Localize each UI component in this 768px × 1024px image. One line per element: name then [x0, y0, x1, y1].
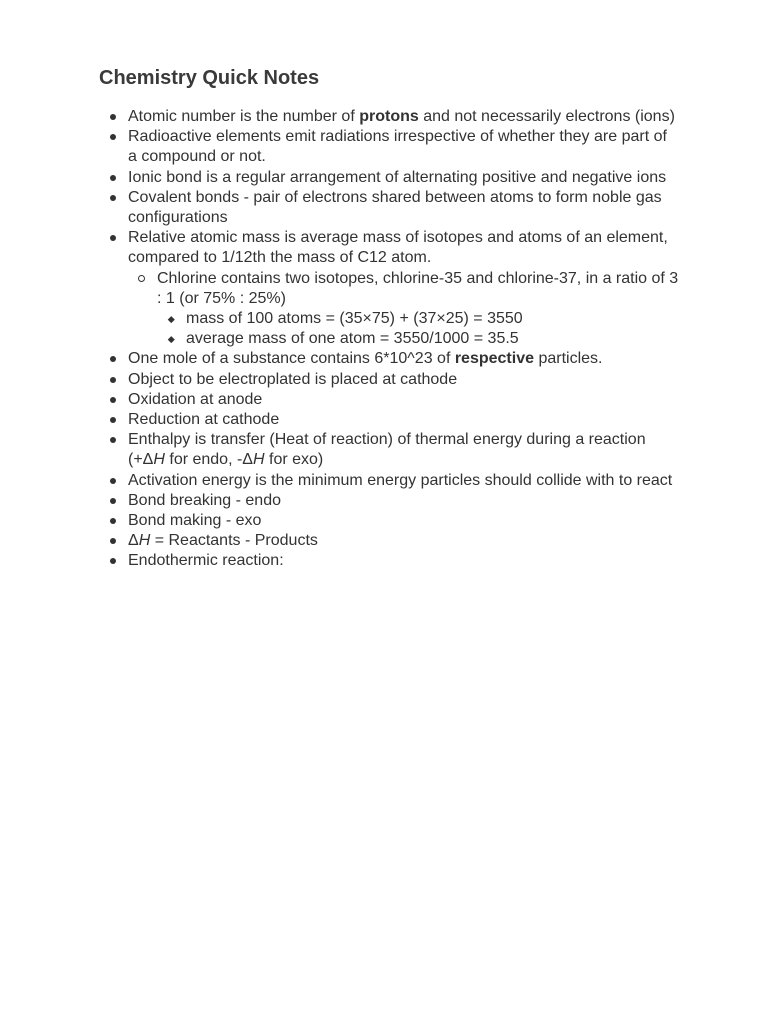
list-item: Activation energy is the minimum energy particles should collide with to react	[99, 471, 679, 491]
list-item: Enthalpy is transfer (Heat of reaction) of thermal energy during a reaction (+ΔH for endo, -ΔH for exo)	[99, 430, 679, 470]
sub-list-item: Chlorine contains two isotopes, chlorine-35 and chlorine-37, in a ratio of 3 : 1 (or 75% : 25%) mass of 100 atoms = (35×75) + (37×25) = 3550 average mass of one atom = 3550/1000 = 35.5	[128, 269, 679, 350]
sub-sub-list-item: mass of 100 atoms = (35×75) + (37×25) = 3550	[157, 309, 679, 329]
sub-sub-list-item: average mass of one atom = 3550/1000 = 35.5	[157, 329, 679, 349]
list-item: Ionic bond is a regular arrangement of alternating positive and negative ions	[99, 168, 679, 188]
notes-page	[99, 64, 679, 572]
notes-list	[99, 107, 679, 572]
list-item: Covalent bonds - pair of electrons shared between atoms to form noble gas configurations	[99, 188, 679, 228]
list-item: Relative atomic mass is average mass of isotopes and atoms of an element, compared to 1/12th the mass of C12 atom. Chlorine contains two isotopes, chlorine-35 and chlorine-37, in a ratio of 3 : 1 (or 75% : 25%) mass of 100 atoms = (35×75) + (37×25) = 3550 average mass of one atom = 3550/1000 = 35.5	[99, 228, 679, 349]
sub-sub-list	[157, 309, 679, 349]
sub-list	[128, 269, 679, 350]
list-item: Oxidation at anode	[99, 390, 679, 410]
list-item: Reduction at cathode	[99, 410, 679, 430]
list-item: ΔH = Reactants - Products	[99, 531, 679, 551]
list-item: Object to be electroplated is placed at cathode	[99, 370, 679, 390]
list-item: Radioactive elements emit radiations irrespective of whether they are part of a compound or not.	[99, 127, 679, 167]
list-item: Bond making - exo	[99, 511, 679, 531]
list-item: Bond breaking - endo	[99, 491, 679, 511]
list-item: Atomic number is the number of protons and not necessarily electrons (ions)	[99, 107, 679, 127]
list-item: One mole of a substance contains 6*10^23 of respective particles.	[99, 349, 679, 369]
page-title: Chemistry Quick Notes	[99, 67, 320, 89]
list-item: Endothermic reaction:	[99, 551, 679, 571]
